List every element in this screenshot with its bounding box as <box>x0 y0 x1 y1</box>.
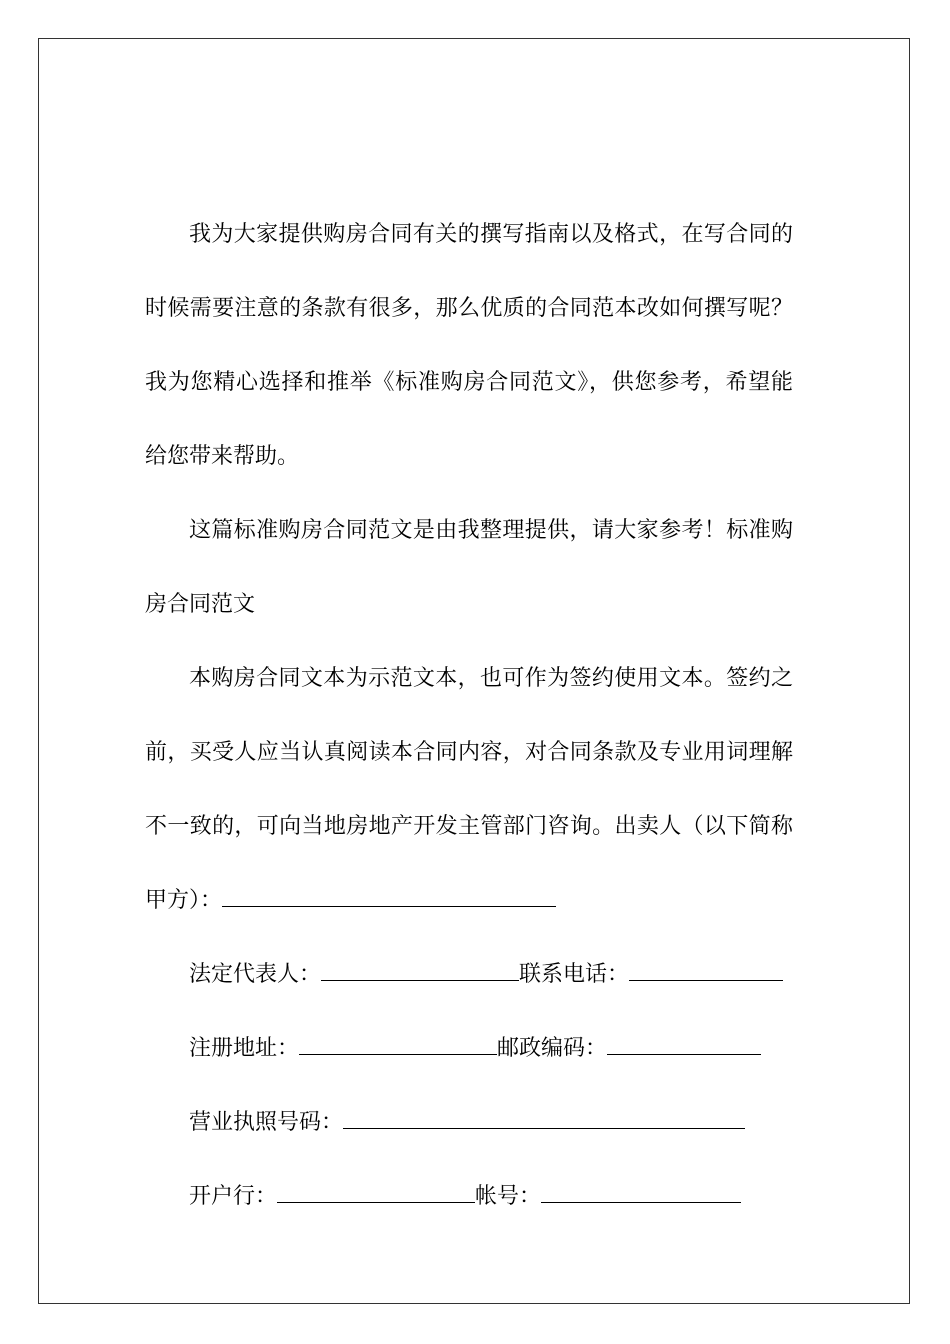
license-label: 营业执照号码： <box>189 1110 344 1135</box>
legal-rep-row <box>145 938 793 1012</box>
bank-blank[interactable] <box>277 1180 475 1203</box>
bank-row <box>145 1160 793 1234</box>
account-label: 帐号： <box>475 1184 542 1209</box>
bank-label: 开户行： <box>189 1184 278 1209</box>
address-blank[interactable] <box>299 1032 497 1055</box>
source-text: 这篇标准购房合同范文是由我整理提供，请大家参考！标准购房合同范文 <box>145 518 793 617</box>
legal-rep-label: 法定代表人： <box>189 962 322 987</box>
document-body <box>145 198 793 1234</box>
postcode-blank[interactable] <box>607 1032 761 1055</box>
license-row <box>145 1086 793 1160</box>
account-blank-tail <box>719 1180 741 1203</box>
source-paragraph <box>145 494 793 642</box>
address-label: 注册地址： <box>189 1036 300 1061</box>
seller-name-blank[interactable] <box>222 884 556 907</box>
intro-paragraph <box>145 198 793 494</box>
legal-rep-blank[interactable] <box>321 958 497 981</box>
intro-text: 我为大家提供购房合同有关的撰写指南以及格式，在写合同的时候需要注意的条款有很多，那么优质的合同范本改如何撰写呢？我为您精心选择和推举《标准购房合同范文》，供您参考，希望能给您带来帮助。 <box>145 222 793 469</box>
address-row <box>145 1012 793 1086</box>
notice-text: 本购房合同文本为示范文本，也可作为签约使用文本。签约之前，买受人应当认真阅读本合同内容，对合同条款及专业用词理解不一致的，可向当地房地产开发主管部门咨询。出卖人（以下简称甲方）： <box>145 666 793 913</box>
account-blank[interactable] <box>541 1180 719 1203</box>
license-blank-tail <box>723 1106 745 1129</box>
postcode-label: 邮政编码： <box>497 1036 608 1061</box>
phone-blank[interactable] <box>629 958 783 981</box>
legal-rep-blank-tail <box>497 958 519 981</box>
notice-paragraph <box>145 642 793 938</box>
license-blank[interactable] <box>343 1106 723 1129</box>
phone-label: 联系电话： <box>519 962 630 987</box>
